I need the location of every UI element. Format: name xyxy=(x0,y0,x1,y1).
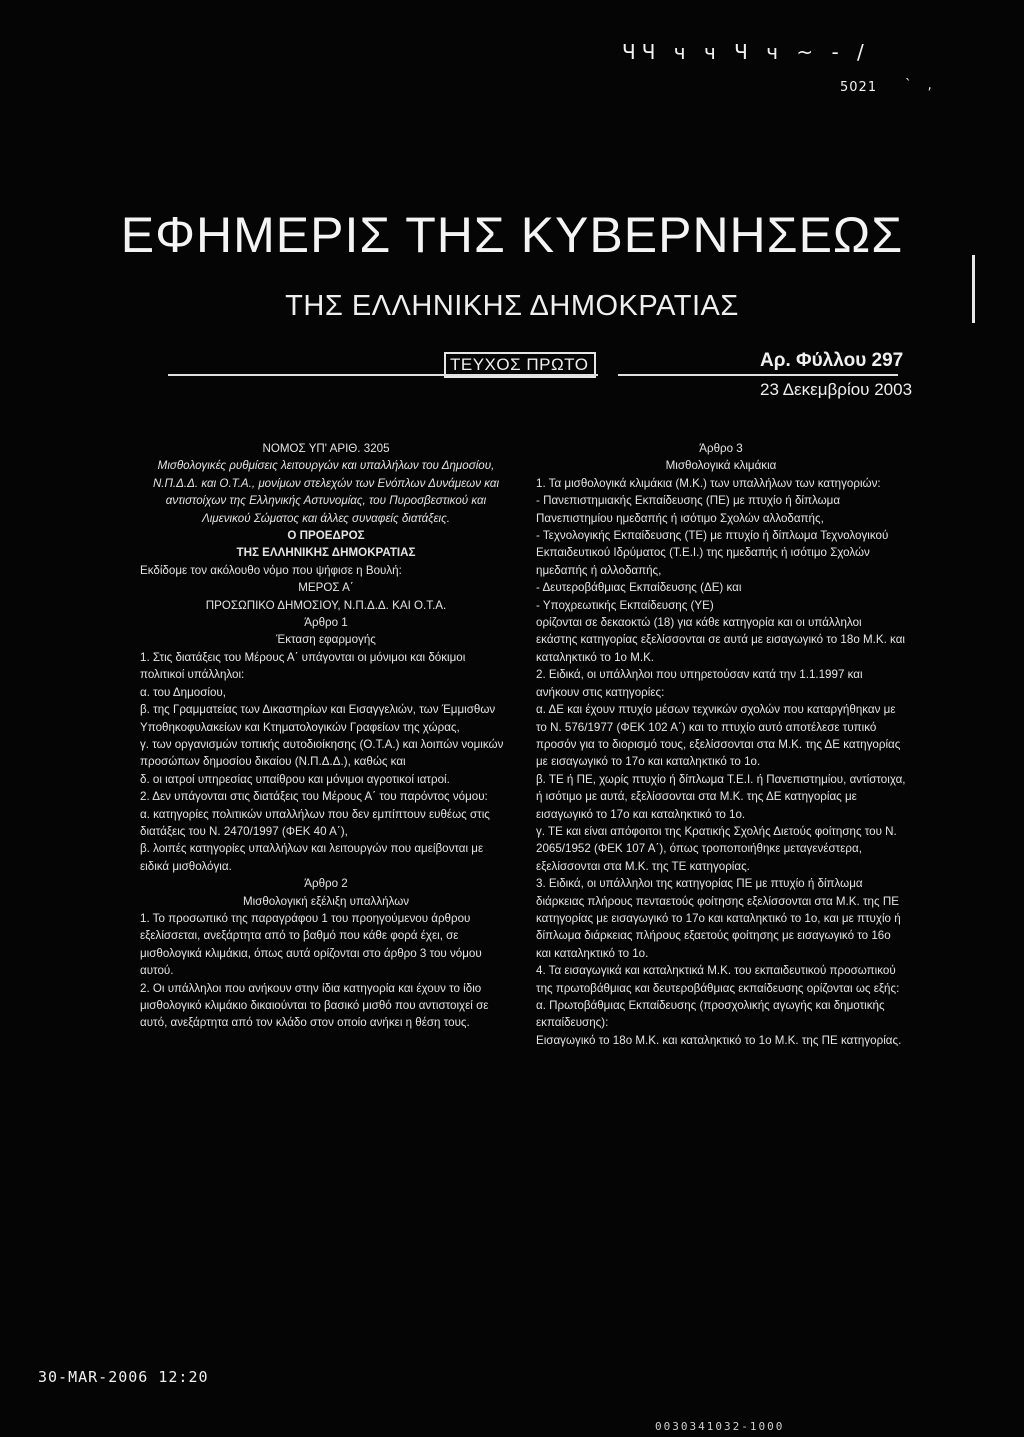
right-column-paragraph: γ. ΤΕ και είναι απόφοιτοι της Κρατικής Σχολής Διετούς φοίτησης του Ν. 2065/1952 (ΦΕΚ 107 Α΄), όπως τροποποιήθηκε μεταγενέστερα, εξελίσσονται στα Μ.Κ. της ΤΕ κατηγορίας. xyxy=(536,824,897,873)
left-column-paragraph: Άρθρο 1 xyxy=(304,616,348,630)
handwritten-notes: ЧЧ ч ч Ч ч ~ - / xyxy=(622,40,870,64)
right-column-paragraph: 1. Τα μισθολογικά κλιμάκια (Μ.Κ.) των υπαλλήλων των κατηγοριών: xyxy=(536,476,881,490)
right-column-paragraph: Εισαγωγικό το 18ο Μ.Κ. και καταληκτικό το 1ο Μ.Κ. της ΠΕ κατηγορίας. xyxy=(536,1033,902,1047)
left-column-paragraph: Έκταση εφαρμογής xyxy=(276,633,376,647)
left-column-paragraph: δ. οι ιατροί υπηρεσίας υπαίθρου και μόνιμοι αγροτικοί ιατροί. xyxy=(140,772,450,786)
fax-id: 0030341032-1000 xyxy=(655,1420,785,1433)
left-column-paragraph: Ο ΠΡΟΕΔΡΟΣ xyxy=(287,529,365,543)
left-column-paragraph: γ. των οργανισμών τοπικής αυτοδιοίκησης (Ο.Τ.Α.) και λοιπών νομικών προσώπων δημοσίου δικαίου (Ν.Π.Δ.Δ.), καθώς και xyxy=(140,737,504,769)
right-column-paragraph: 3. Ειδικά, οι υπάλληλοι της κατηγορίας ΠΕ με πτυχίο ή δίπλωμα διάρκειας πλήρους πενταετούς φοίτησης εξελίσσονται στα Μ.Κ. της ΠΕ κατηγορίας με εισαγωγικό το 17ο και καταληκτικό το 1ο, και με πτυχίο ή δίπλωμα διάρκειας πλήρους εξαετούς φοίτησης με εισαγωγικό το 16ο και καταληκτικό το 1ο. xyxy=(536,877,901,960)
header-rule-right xyxy=(618,374,898,376)
right-column-paragraph: 4. Τα εισαγωγικά και καταληκτικά Μ.Κ. του εκπαιδευτικού προσωπικού της πρωτοβάθμιας και δευτεροβάθμιας εκπαίδευσης ορίζονται ως εξής: xyxy=(536,964,900,995)
right-column-paragraph: 2. Ειδικά, οι υπάλληλοι που υπηρετούσαν κατά την 1.1.1997 και ανήκουν στις κατηγορίες: xyxy=(536,668,863,699)
left-column-paragraph: Άρθρο 2 xyxy=(304,877,348,891)
left-column-paragraph: ΤΗΣ ΕΛΛΗΝΙΚΗΣ ΔΗΜΟΚΡΑΤΙΑΣ xyxy=(236,546,416,560)
right-column xyxy=(536,440,906,1049)
fax-timestamp: 30-MAR-2006 12:20 xyxy=(38,1368,209,1386)
left-column-paragraph: 2. Δεν υπάγονται στις διατάξεις του Μέρους Α΄ του παρόντος νόμου: xyxy=(140,790,488,804)
right-column-paragraph: - Πανεπιστημιακής Εκπαίδευσης (ΠΕ) με πτυχίο ή δίπλωμα Πανεπιστημίου ημεδαπής ή ισότιμο Σχολών αλλοδαπής, xyxy=(536,494,841,525)
left-column-paragraph: ΠΡΟΣΩΠΙΚΟ ΔΗΜΟΣΙΟΥ, Ν.Π.Δ.Δ. ΚΑΙ Ο.Τ.Α. xyxy=(205,598,447,612)
right-column-paragraph: α. Πρωτοβάθμιας Εκπαίδευσης (προσχολικής αγωγής και δημοτικής εκπαίδευσης): xyxy=(536,999,885,1030)
right-column-paragraph: ορίζονται σε δεκαοκτώ (18) για κάθε κατηγορία και οι υπάλληλοι εκάστης κατηγορίας εξελίσσονται σε αυτά με εισαγωγικό το 18ο Μ.Κ. και καταληκτικό το 1ο Μ.Κ. xyxy=(536,616,905,664)
gazette-title: ΕΦΗΜΕΡΙΣ ΤΗΣ ΚΥΒΕΡΝΗΣΕΩΣ xyxy=(120,207,904,263)
left-column-paragraph: ΝΟΜΟΣ ΥΠ' ΑΡΙΘ. 3205 xyxy=(262,442,390,455)
right-column-paragraph: Άρθρο 3 xyxy=(699,442,743,455)
left-column-paragraph: α. κατηγορίες πολιτικών υπαλλήλων που δεν εμπίπτουν ευθέως στις διατάξεις του Ν. 2470/1997 (ΦΕΚ 40 Α΄), xyxy=(140,807,490,838)
left-column-paragraph: 2. Οι υπάλληλοι που ανήκουν στην ίδια κατηγορία και έχουν το ίδιο μισθολογικό κλιμάκιο δικαιούνται το βασικό μισθό που αντιστοιχεί σε αυτό, ανεξάρτητα από τον κλάδο στον οποίο ανήκει η θέση τους. xyxy=(140,981,489,1030)
left-column-paragraph: β. λοιπές κατηγορίες υπαλλήλων και λειτουργών που αμείβονται με ειδικά μισθολόγια. xyxy=(140,842,484,873)
right-column-paragraph: α. ΔΕ και έχουν πτυχίο μέσων τεχνικών σχολών που καταργήθηκαν με το Ν. 576/1977 (ΦΕΚ 102 Α΄) και το πτυχίο αυτό αποτέλεσε τυπικό προσόν για το διορισμό τους, εξελίσσονται στα Μ.Κ. της ΔΕ κατηγορίας με εισαγωγικό το 17ο και καταληκτικό το 1ο. xyxy=(536,703,901,769)
issue-label: ΤΕΥΧΟΣ ΠΡΩΤΟ xyxy=(444,352,596,378)
right-column-paragraph: β. ΤΕ ή ΠΕ, χωρίς πτυχίο ή δίπλωμα Τ.Ε.Ι. ή Πανεπιστημίου, αντίστοιχα, ή ισότιμο με αυτά, εξελίσσονται στα Μ.Κ. της ΔΕ κατηγορίας με εισαγωγικό το 17ο και καταληκτικό το 1ο. xyxy=(536,772,906,821)
left-column-paragraph: β. της Γραμματείας των Δικαστηρίων και Εισαγγελιών, των Έμμισθων Υποθηκοφυλακείων και Κτηματολογικών Γραφείων της χώρας, xyxy=(140,703,496,734)
left-column-paragraph: ΜΕΡΟΣ Α΄ xyxy=(298,581,354,595)
page-number: 5021 xyxy=(840,80,878,95)
left-column-paragraph: 1. Στις διατάξεις του Μέρους Α΄ υπάγονται οι μόνιμοι και δόκιμοι πολιτικοί υπάλληλοι: xyxy=(140,650,466,682)
handwritten-marks: ` , xyxy=(905,78,938,93)
left-column-paragraph: 1. Το προσωπικό της παραγράφου 1 του προηγούμενου άρθρου εξελίσσεται, ανεξάρτητα από το βαθμό που κάθε φορά έχει, σε μισθολογικά κλιμάκια, όπως αυτά ορίζονται στο άρθρο 3 του νόμου αυτού. xyxy=(140,911,482,978)
left-column xyxy=(140,440,512,1032)
left-column-paragraph: Εκδίδομε τον ακόλουθο νόμο που ψήφισε η Βουλή: xyxy=(140,563,402,577)
right-column-paragraph: - Δευτεροβάθμιας Εκπαίδευσης (ΔΕ) και xyxy=(536,581,742,595)
header-rule-left xyxy=(168,374,598,376)
right-column-paragraph: Μισθολογικά κλιμάκια xyxy=(665,459,777,473)
left-column-paragraph: Μισθολογική εξέλιξη υπαλλήλων xyxy=(242,894,410,908)
left-column-paragraph: α. του Δημοσίου, xyxy=(140,685,226,699)
gazette-subtitle: ΤΗΣ ΕΛΛΗΝΙΚΗΣ ΔΗΜΟΚΡΑΤΙΑΣ xyxy=(285,290,739,322)
sheet-number: Αρ. Φύλλου 297 xyxy=(760,350,904,371)
right-column-paragraph: - Τεχνολογικής Εκπαίδευσης (ΤΕ) με πτυχίο ή δίπλωμα Τεχνολογικού Εκπαιδευτικού Ιδρύματος (Τ.Ε.Ι.) της ημεδαπής ή ισότιμο Σχολών ημεδαπής ή αλλοδαπής, xyxy=(536,529,889,577)
left-column-paragraph: Μισθολογικές ρυθμίσεις λειτουργών και υπαλλήλων του Δημοσίου, Ν.Π.Δ.Δ. και Ο.Τ.Α., μονίμων στελεχών των Ενόπλων Δυνάμεων και αντιστοίχων της Ελληνικής Αστυνομίας, του Πυροσβεστικού και Λιμενικού Σώματος και άλλες συναφείς διατάξεις. xyxy=(152,459,500,525)
right-column-paragraph: - Υποχρεωτικής Εκπαίδευσης (ΥΕ) xyxy=(536,598,714,612)
issue-date: 23 Δεκεμβρίου 2003 xyxy=(760,380,913,399)
